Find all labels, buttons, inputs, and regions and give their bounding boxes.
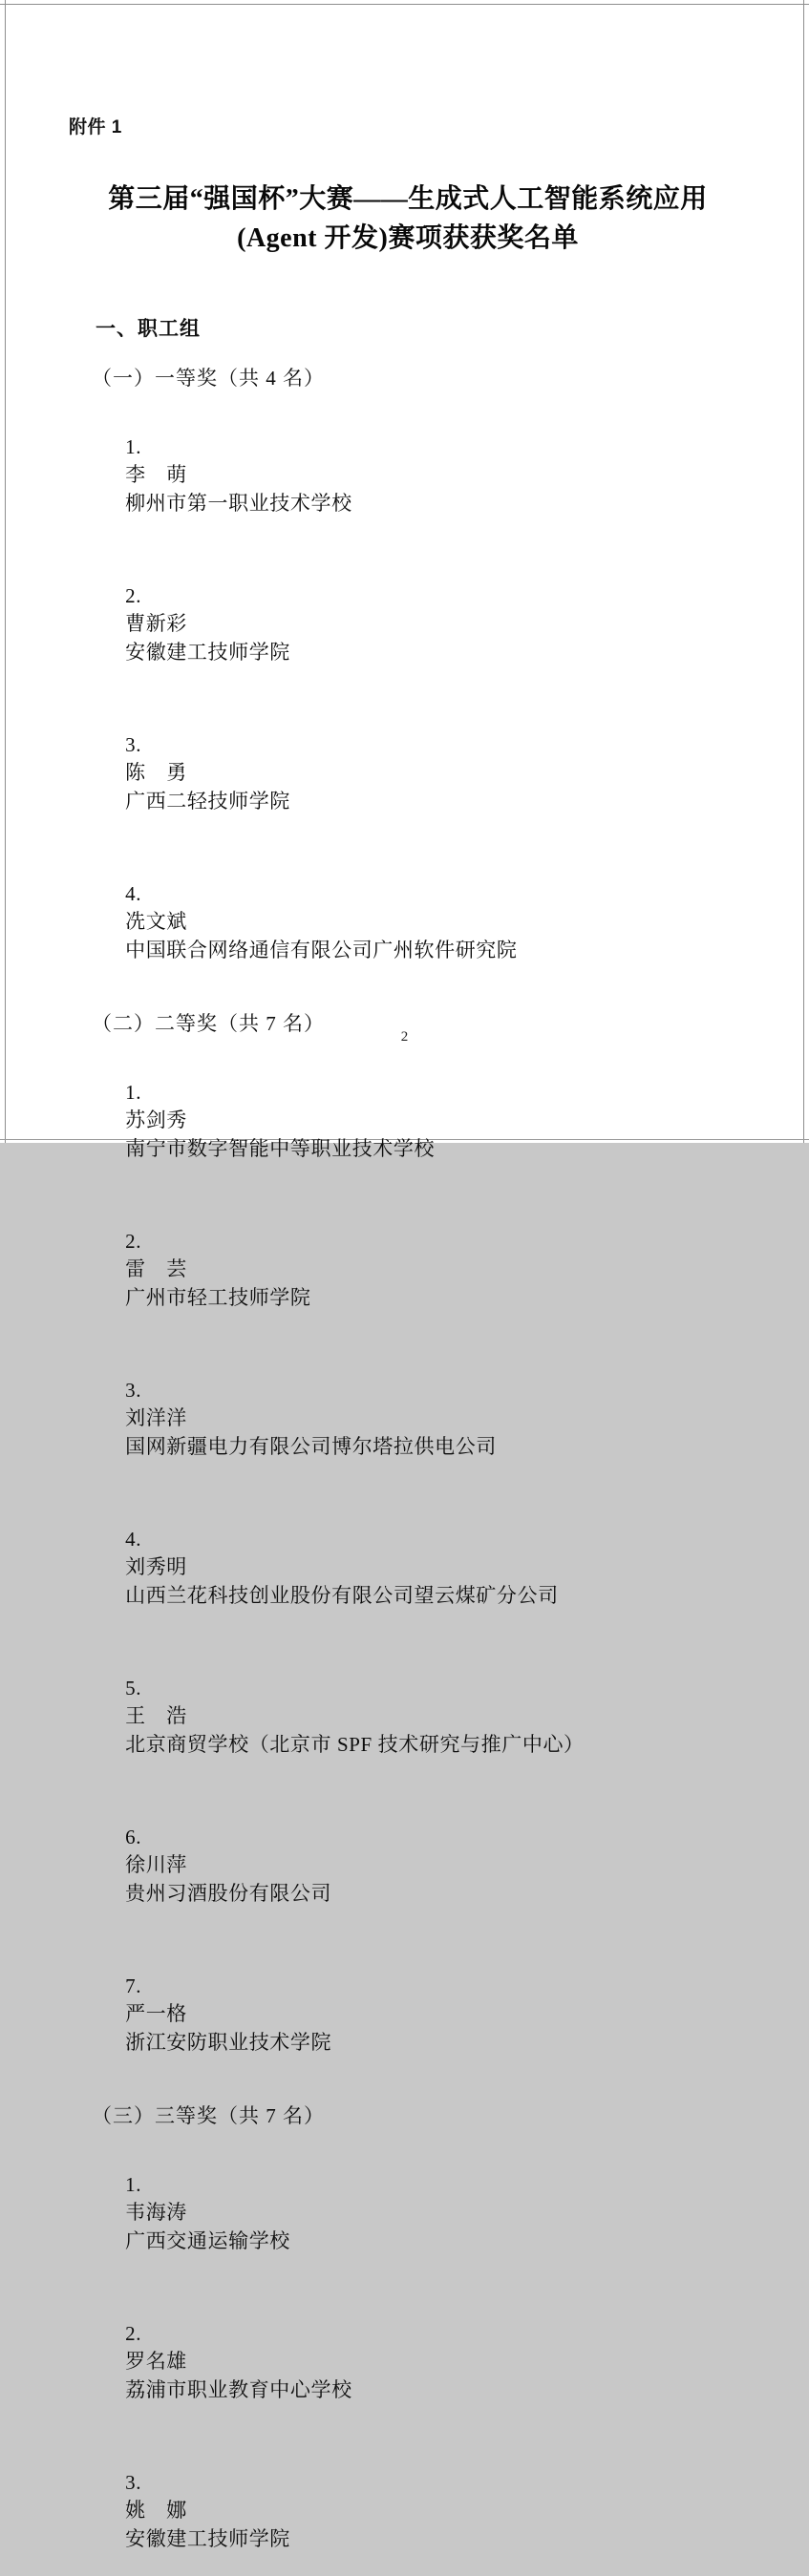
page-border-top [0, 4, 809, 5]
page-title-line2: (Agent 开发)赛项获获奖名单 [237, 222, 579, 253]
entry-name: 王 浩 [125, 1704, 187, 1728]
section-heading-worker-group: 一、职工组 [96, 318, 201, 341]
entry-index: 4. [125, 1528, 142, 1552]
entry-organization: 国网新疆电力有限公司博尔塔拉供电公司 [125, 1435, 497, 1459]
entry-name: 李 萌 [125, 463, 187, 487]
list-item [92, 2149, 747, 2278]
entry-organization: 中国联合网络通信有限公司广州软件研究院 [125, 939, 518, 962]
attachment-label: 附件 1 [69, 117, 122, 137]
list-item [92, 858, 747, 987]
entry-name: 徐川萍 [125, 1853, 187, 1877]
list-item [92, 1802, 747, 1931]
list-item [92, 1653, 747, 1782]
entry-organization: 安徽建工技师学院 [125, 2527, 290, 2551]
subsection-heading-first-prize: （一）一等奖（共 4 名） [92, 367, 325, 391]
entry-organization: 广西交通运输学校 [125, 2229, 290, 2253]
subsection-heading-third-prize: （三）三等奖（共 7 名） [92, 2104, 325, 2128]
entry-index: 5. [125, 1677, 142, 1700]
subsection-heading-second-prize: （二）二等奖（共 7 名） [92, 1012, 325, 1036]
entry-organization: 浙江安防职业技术学院 [125, 2031, 332, 2055]
entry-name: 刘秀明 [125, 1555, 187, 1579]
entry-name: 雷 芸 [125, 1257, 187, 1281]
entry-organization: 北京商贸学校（北京市 SPF 技术研究与推广中心） [125, 1733, 585, 1757]
entry-name: 罗名雄 [125, 2350, 187, 2374]
entry-index: 3. [125, 733, 142, 757]
entry-name: 严一格 [125, 2002, 187, 2026]
entry-index: 1. [125, 435, 142, 459]
entry-index: 2. [125, 584, 142, 608]
entry-name: 姚 娜 [125, 2499, 187, 2523]
list-item [92, 560, 747, 689]
list-item [92, 2298, 747, 2427]
entry-index: 3. [125, 1379, 142, 1403]
entry-index: 6. [125, 1826, 142, 1849]
entry-name: 刘洋洋 [125, 1406, 187, 1430]
list-item [92, 2447, 747, 2576]
entry-organization: 安徽建工技师学院 [125, 641, 290, 665]
list-item [92, 1951, 747, 2080]
entry-name: 陈 勇 [125, 761, 187, 785]
entry-organization: 南宁市数字智能中等职业技术学校 [125, 1137, 436, 1161]
entry-organization: 广西二轻技师学院 [125, 790, 290, 813]
entry-index: 4. [125, 882, 142, 906]
list-item [92, 1504, 747, 1633]
page-title-line1: 第三届“强国杯”大赛——生成式人工智能系统应用 [108, 184, 708, 214]
entry-name: 韦海涛 [125, 2201, 187, 2225]
page-border-left [5, 0, 6, 1143]
entry-name: 曹新彩 [125, 612, 187, 636]
entry-index: 3. [125, 2471, 142, 2495]
entry-organization: 山西兰花科技创业股份有限公司望云煤矿分公司 [125, 1584, 559, 1608]
entry-index: 7. [125, 1974, 142, 1998]
list-item [92, 1355, 747, 1484]
entry-organization: 广州市轻工技师学院 [125, 1286, 311, 1310]
entry-index: 1. [125, 1081, 142, 1105]
page-border-right [803, 0, 804, 1143]
list-item [92, 709, 747, 838]
page-number: 2 [400, 1029, 409, 1045]
list-item [92, 412, 747, 540]
entry-index: 1. [125, 2173, 142, 2197]
entry-name: 冼文斌 [125, 910, 187, 934]
entry-name: 苏剑秀 [125, 1109, 187, 1132]
document-content [69, 113, 747, 2576]
entry-organization: 荔浦市职业教育中心学校 [125, 2378, 352, 2402]
list-item [92, 1206, 747, 1335]
page-title [69, 180, 747, 258]
entry-organization: 柳州市第一职业技术学校 [125, 492, 352, 516]
entry-index: 2. [125, 2322, 142, 2346]
entry-organization: 贵州习酒股份有限公司 [125, 1882, 332, 1906]
list-item [92, 1057, 747, 1186]
entry-index: 2. [125, 1230, 142, 1254]
